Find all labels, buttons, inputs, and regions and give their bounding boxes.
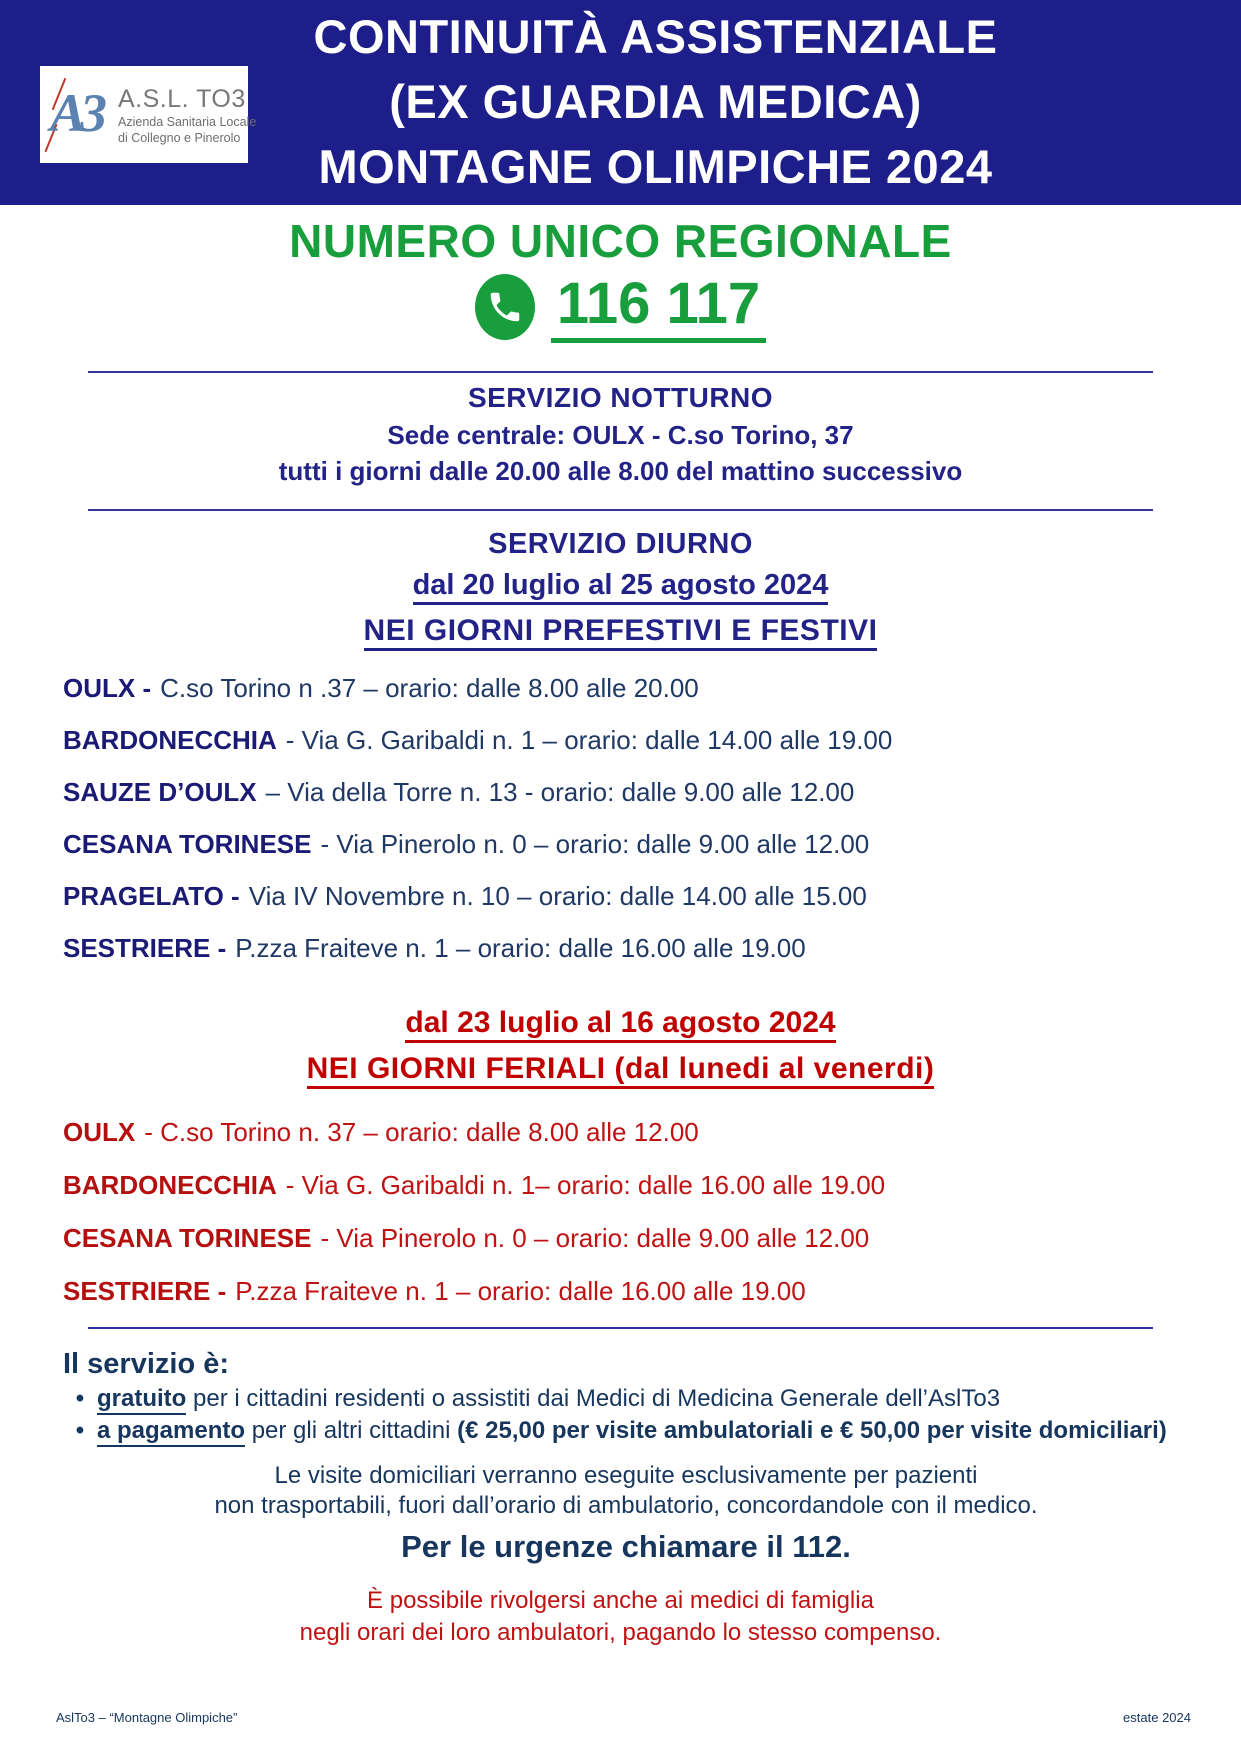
home-visits-note — [63, 1461, 1189, 1521]
day-service-heading — [0, 525, 1241, 655]
bullet-marker: • — [75, 1385, 85, 1412]
town-name: CESANA TORINESE — [63, 1223, 312, 1253]
poster-title-line-1: CONTINUITÀ ASSISTENZIALE — [313, 10, 998, 63]
regional-phone-number: 116 117 — [551, 272, 766, 343]
town-details: - C.so Torino n. 37 – orario: dalle 8.00 alle 12.00 — [144, 1117, 699, 1147]
poster-title-line-3: MONTAGNE OLIMPICHE 2024 — [318, 140, 993, 193]
phone-icon — [475, 274, 535, 340]
bullet-text — [97, 1383, 1000, 1415]
bullet-marker: • — [75, 1417, 85, 1444]
town-details: - Via G. Garibaldi n. 1 – orario: dalle 14.00 alle 19.00 — [285, 725, 893, 755]
divider — [88, 509, 1153, 511]
night-service-address: Sede centrale: OULX - C.so Torino, 37 — [387, 420, 854, 450]
logo-subtitle-2: di Collegno e Pinerolo — [118, 130, 241, 145]
town-details: - Via Pinerolo n. 0 – orario: dalle 9.00 alle 12.00 — [320, 1223, 870, 1253]
town-name: SAUZE D’OULX — [63, 777, 257, 807]
regional-number-row — [0, 271, 1241, 343]
night-service-hours: tutti i giorni dalle 20.00 alle 8.00 del mattino successivo — [278, 456, 963, 486]
bullet-rest: per i cittadini residenti o assistiti dai Medici di Medicina Generale dell’AslTo3 — [186, 1385, 1001, 1412]
list-item — [63, 827, 1181, 861]
day-service-period: dal 20 luglio al 25 agosto 2024 — [413, 569, 829, 605]
night-service-section — [0, 379, 1241, 489]
weekday-service-period: dal 23 luglio al 16 agosto 2024 — [405, 1006, 835, 1043]
list-item — [63, 723, 1181, 757]
town-name: SESTRIERE - — [63, 933, 227, 963]
note-line-2: non trasportabili, fuori dall’orario di ambulatorio, concordandole con il medico. — [214, 1492, 1038, 1519]
town-name: SESTRIERE - — [63, 1276, 227, 1306]
logo-mark-text: A3 — [50, 82, 102, 143]
night-service-title: SERVIZIO NOTTURNO — [467, 382, 774, 413]
divider — [88, 371, 1153, 373]
note-line-1: Le visite domiciliari verranno eseguite esclusivamente per pazienti — [274, 1462, 978, 1489]
list-item — [63, 671, 1181, 705]
service-info-section — [63, 1345, 1189, 1567]
town-details: Via IV Novembre n. 10 – orario: dalle 14.00 alle 15.00 — [248, 881, 867, 911]
weekday-service-heading — [0, 1001, 1241, 1093]
town-name: PRAGELATO - — [63, 881, 240, 911]
town-name: BARDONECCHIA — [63, 1170, 277, 1200]
list-item — [63, 1221, 1181, 1255]
family-doctors-line-2: negli orari dei loro ambulatori, pagando lo stesso compenso. — [299, 1619, 942, 1646]
town-details: P.zza Fraiteve n. 1 – orario: dalle 16.00 alle 19.00 — [235, 933, 806, 963]
header-band — [0, 0, 1241, 205]
logo-title: A.S.L. TO3 — [118, 84, 246, 113]
town-details: - Via G. Garibaldi n. 1– orario: dalle 16.00 alle 19.00 — [285, 1170, 886, 1200]
day-service-title: SERVIZIO DIURNO — [488, 528, 753, 560]
town-details: – Via della Torre n. 13 - orario: dalle 9.00 alle 12.00 — [265, 777, 855, 807]
day-service-list — [63, 671, 1181, 965]
bullet-text — [97, 1415, 1167, 1447]
weekday-service-list — [63, 1115, 1181, 1308]
footer-left: AslTo3 – “Montagne Olimpiche” — [56, 1710, 238, 1725]
family-doctors-line-1: È possibile rivolgersi anche ai medici di famiglia — [367, 1587, 874, 1614]
divider — [88, 1327, 1153, 1329]
list-item — [63, 931, 1181, 965]
bullet-rest: per gli altri cittadini — [245, 1417, 458, 1444]
list-item — [63, 775, 1181, 809]
family-doctors-note — [0, 1585, 1241, 1649]
regional-number-title: NUMERO UNICO REGIONALE — [289, 215, 952, 267]
footer-right: estate 2024 — [1123, 1710, 1191, 1725]
poster-title — [70, 4, 1241, 199]
list-item — [63, 1168, 1181, 1202]
bullet-a-pagamento — [63, 1415, 1189, 1447]
bullet-gratuito — [63, 1383, 1189, 1415]
town-name: OULX - — [63, 673, 152, 703]
town-details: P.zza Fraiteve n. 1 – orario: dalle 16.00 alle 19.00 — [235, 1276, 806, 1306]
town-details: C.so Torino n .37 – orario: dalle 8.00 alle 20.00 — [160, 673, 699, 703]
town-details: - Via Pinerolo n. 0 – orario: dalle 9.00 alle 12.00 — [320, 829, 870, 859]
bullet-lead: a pagamento — [97, 1417, 245, 1447]
service-info-title: Il servizio è: — [63, 1348, 230, 1380]
emergency-note: Per le urgenze chiamare il 112. — [401, 1529, 851, 1564]
poster-title-line-2: (EX GUARDIA MEDICA) — [389, 75, 922, 128]
town-name: OULX — [63, 1117, 136, 1147]
town-name: BARDONECCHIA — [63, 725, 277, 755]
list-item — [63, 879, 1181, 913]
bullet-bold-rest: (€ 25,00 per visite ambulatoriali e € 50,00 per visite domiciliari) — [457, 1417, 1167, 1444]
footer — [0, 1710, 1241, 1725]
bullet-lead: gratuito — [97, 1385, 186, 1415]
weekday-service-days: NEI GIORNI FERIALI (dal lunedi al venerdi) — [307, 1052, 935, 1089]
list-item — [63, 1115, 1181, 1149]
day-service-days: NEI GIORNI PREFESTIVI E FESTIVI — [364, 614, 878, 651]
logo-subtitle-1: Azienda Sanitaria Locale — [118, 114, 257, 129]
list-item — [63, 1274, 1181, 1308]
town-name: CESANA TORINESE — [63, 829, 312, 859]
